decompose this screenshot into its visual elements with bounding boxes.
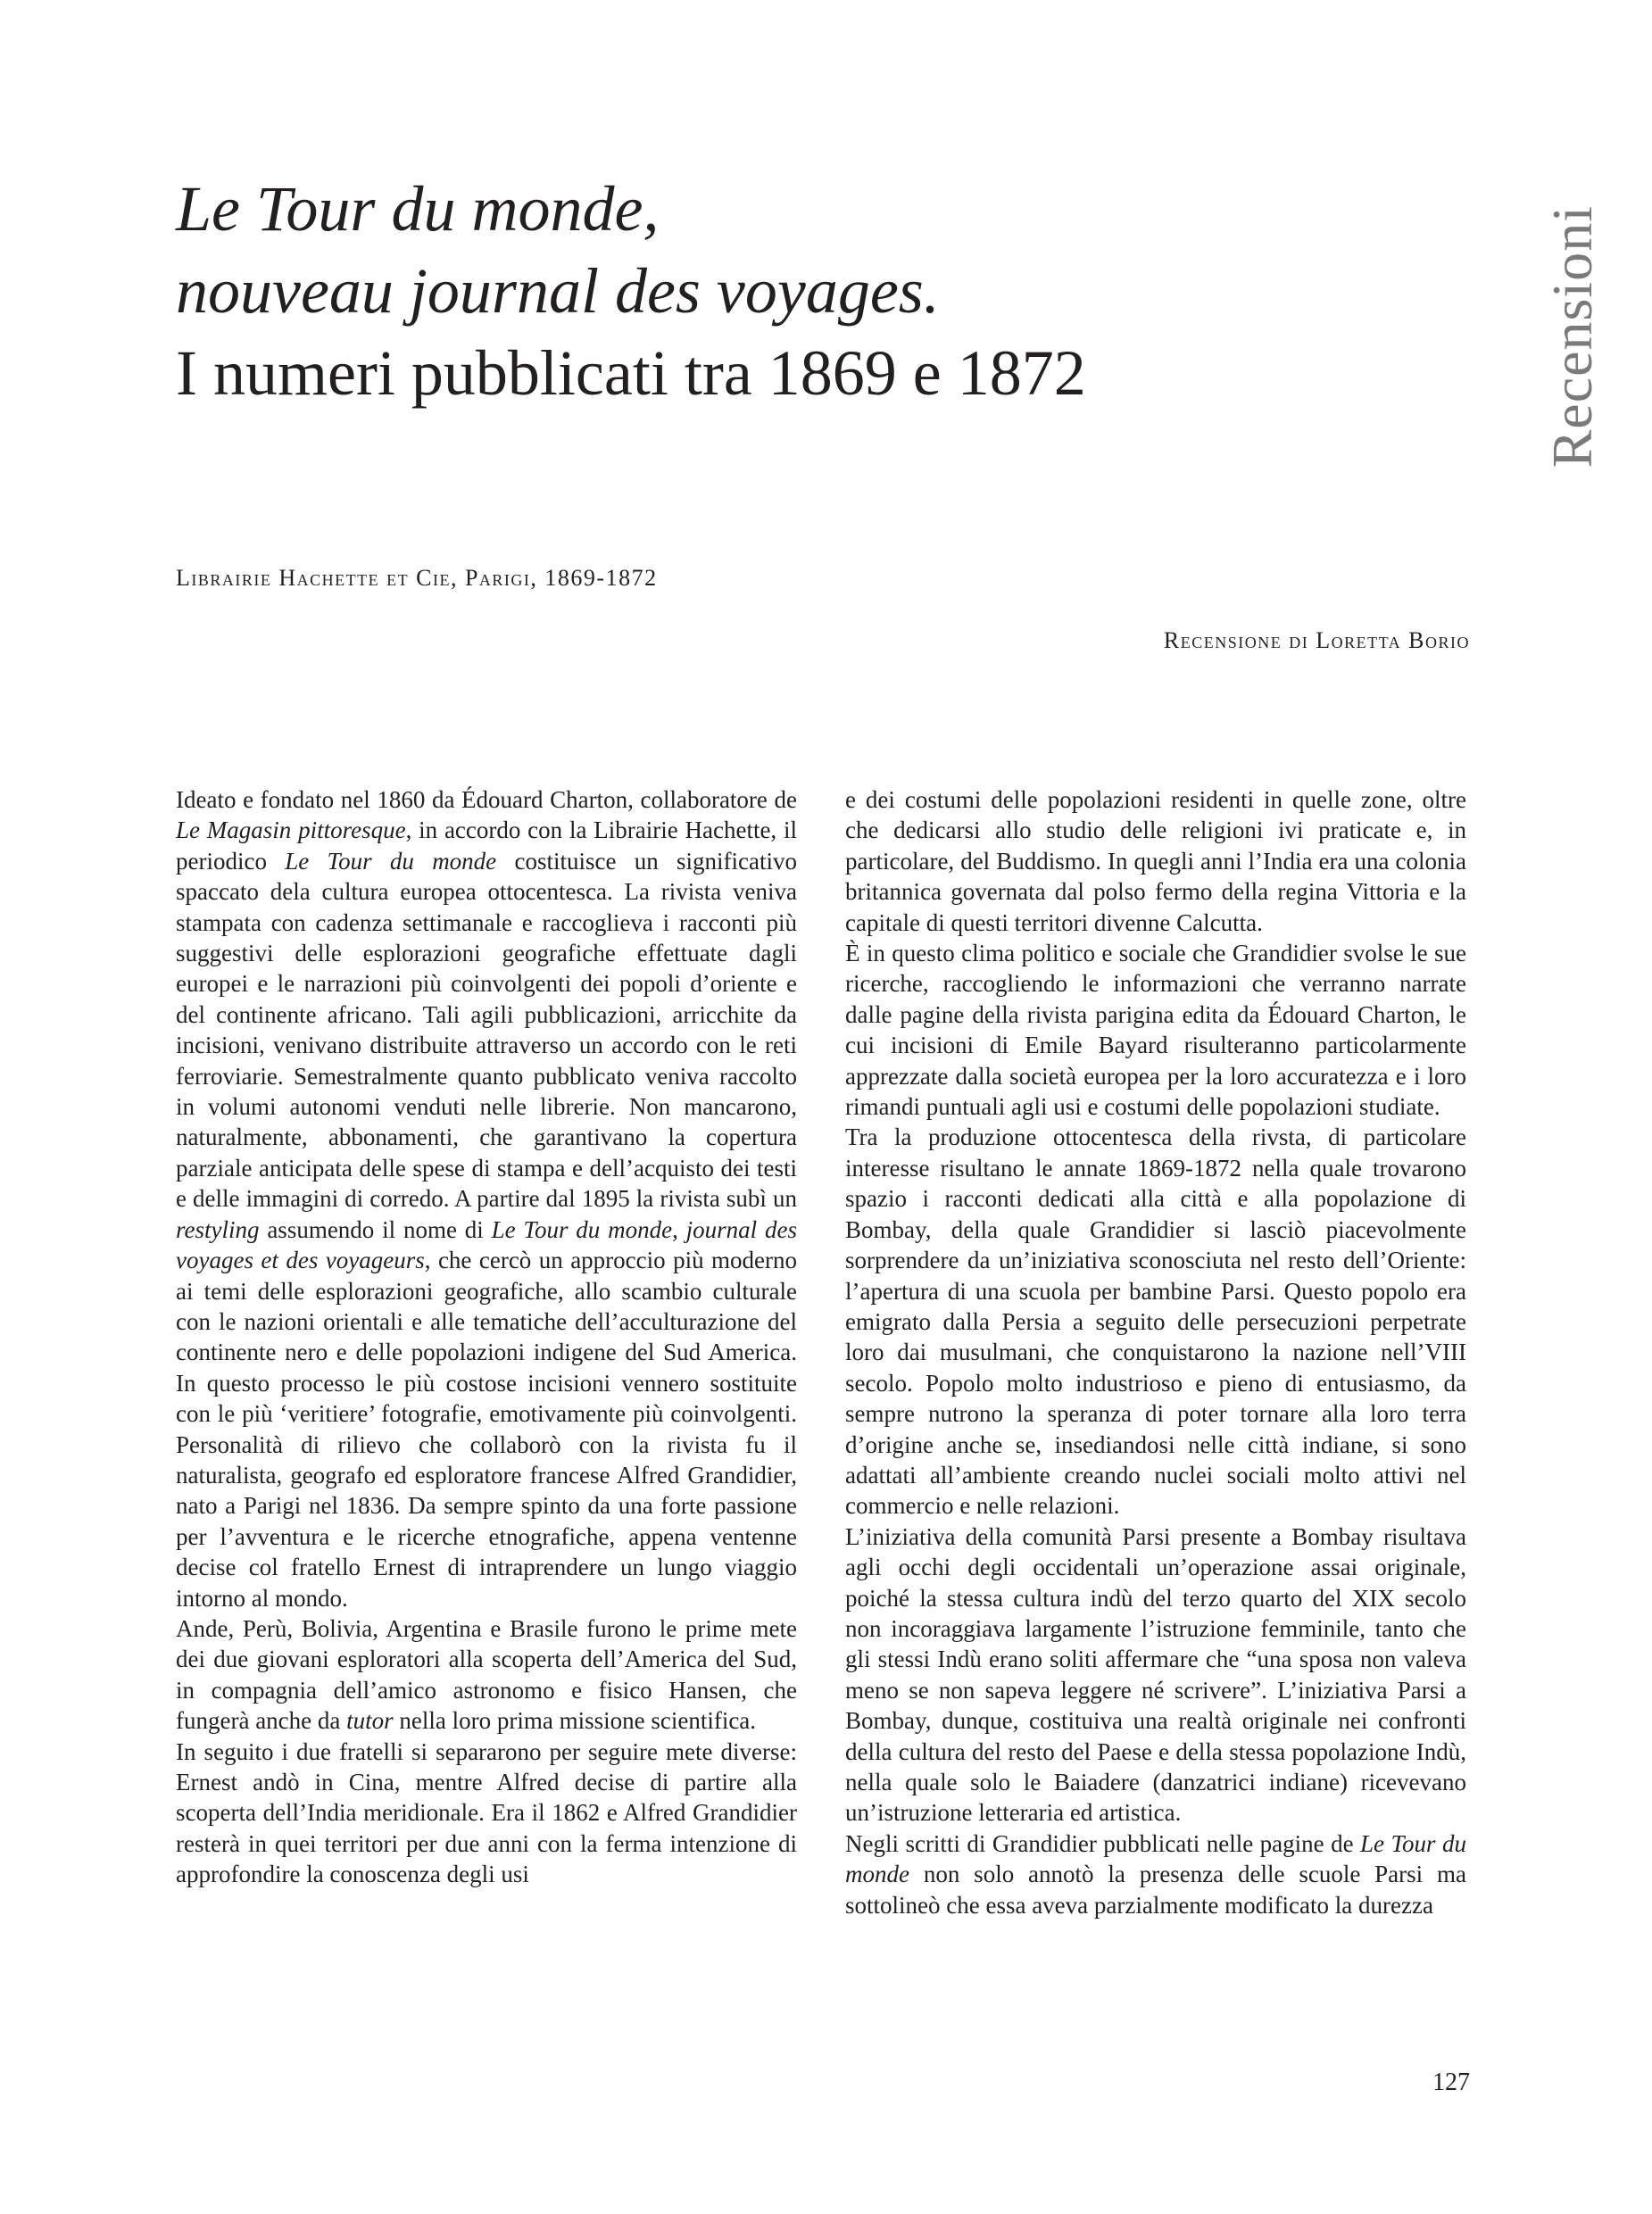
reviewer-line: Recensione di Loretta Borio <box>1163 627 1470 653</box>
paragraph <box>845 1828 1466 1920</box>
italic-text-run: restyling <box>176 1215 260 1243</box>
section-label: Recensioni <box>1540 205 1604 469</box>
article-title <box>176 168 1470 414</box>
right-text-column <box>845 784 1466 1920</box>
text-run: , che cercò un approccio più moderno ai temi delle esplorazioni geografiche, allo scambio culturale con le nazioni orientali e alle tematiche dell’acculturazione del continente nero e delle popolazioni indigene del Sud America. In questo processo le più costose incisioni vennero sostituite con le più ‘veritiere’ fotografie, emotivamente più coinvolgenti. Personalità di rilievo che collaborò con la rivista fu il naturalista, geografo ed esploratore francese Alfred Grandidier, nato a Parigi nel 1836. Da sempre spinto da una forte passione per l’avventura e le ricerche etnografiche, appena ventenne decise col fratello Ernest di intraprendere un lungo viaggio intorno al mondo. <box>176 1247 797 1612</box>
italic-text-run: Le Magasin pittoresque <box>176 817 406 844</box>
left-text-column <box>176 784 797 1890</box>
title-line-3: I numeri pubblicati tra 1869 e 1872 <box>176 337 1086 409</box>
page-number: 127 <box>1432 2069 1470 2096</box>
paragraph: In seguito i due fratelli si separarono per seguire mete diverse: Ernest andò in Cina, mentre Alfred decise di partire alla scoperta dell’India meridionale. Era il 1862 e Alfred Grandidier resterà in quei territori per due anni con la ferma intenzione di approfondire la conoscenza degli usi <box>176 1737 797 1888</box>
text-run: , in accordo con la Librairie Hachette, il periodico <box>176 817 797 875</box>
paragraph: e dei costumi delle popolazioni residenti in quelle zone, oltre che dedicarsi allo studio delle religioni ivi praticate e, in particolare, del Buddismo. In quegli anni l’India era una colonia britannica governata dal polso fermo della regina Vittoria e la capitale di questi territori divenne Calcutta. <box>845 786 1466 936</box>
italic-text-run: Le Tour du monde <box>285 847 497 875</box>
paragraph: Tra la produzione ottocentesca della rivsta, di particolare interesse risultano le annate 1869-1872 nella quale trovarono spazio i racconti dedicati alla città e alla popolazione di Bombay, della quale Grandidier si lasciò piacevolmente sorprendere da un’iniziativa sconosciuta nel resto dell’Oriente: l’apertura di una scuola per bambine Parsi. Questo popolo era emigrato dalla Persia a seguito delle persecuzioni perpetrate loro dai musulmani, che conquistarono la nazione nell’VIII secolo. Popolo molto industrioso e pieno di entusiasmo, da sempre nutrono la speranza di poter tornare alla loro terra d’origine anche se, insediandosi nelle città indiane, si sono adattati all’ambiente creando nuclei sociali molto attivi nel commercio e nelle relazioni. <box>845 1124 1466 1520</box>
paragraph: L’iniziativa della comunità Parsi presente a Bombay risultava agli occhi degli occidentali un’operazione assai originale, poiché la stessa cultura indù del terzo quarto del XIX secolo non incoraggiava largamente l’istruzione femminile, tanto che gli stessi Indù erano soliti affermare che “una sposa non valeva meno se non sapeva leggere né scrivere”. L’iniziativa Parsi a Bombay, dunque, costituiva una realtà originale nei confronti della cultura del resto del Paese e della stessa popolazione Indù, nella quale solo le Baiadere (danzatrici indiane) ricevevano un’istruzione letteraria ed artistica. <box>845 1522 1466 1827</box>
title-line-2: nouveau journal des voyages. <box>176 255 940 327</box>
paragraph: È in questo clima politico e sociale che Grandidier svolse le sue ricerche, raccogliendo le informazioni che verranno narrate dalle pagine della rivista parigina edita da Édouard Charton, le cui incisioni di Emile Bayard risulteranno particolarmente apprezzate dalla società europea per la loro accuratezza e i loro rimandi puntuali agli usi e costumi delle popolazioni studiate. <box>845 940 1466 1121</box>
publisher-line: Librairie Hachette et Cie, Parigi, 1869-1872 <box>176 565 658 591</box>
text-run: Ideato e fondato nel 1860 da Édouard Charton, collaboratore de <box>176 786 797 813</box>
text-run: assumendo il nome di <box>259 1215 492 1243</box>
text-run: non solo annotò la presenza delle scuole Parsi ma sottolineò che essa aveva parzialmente modificato la durezza <box>845 1861 1466 1919</box>
italic-text-run: tutor <box>346 1707 394 1735</box>
italic-text-run: Le Tour du monde <box>845 1829 1467 1888</box>
text-run: costituisce un significativo spaccato dela cultura europea ottocentesca. La rivista veniva stampata con cadenza settimanale e raccoglieva i racconti più suggestivi delle esplorazioni geografiche effettuate dagli europei e le narrazioni più coinvolgenti dei popoli d’oriente e del continente africano. Tali agili pubblicazioni, arricchite da incisioni, venivano distribuite attraverso un accordo con le reti ferroviarie. Semestralmente quanto pubblicato veniva raccolto in volumi autonomi venduti nelle librerie. Non mancarono, naturalmente, abbonamenti, che garantivano la copertura parziale anticipata delle spese di stampa e dell’acquisto dei testi e delle immagini di corredo. A partire dal 1895 la rivista subì un <box>176 847 797 1213</box>
text-run: Negli scritti di Grandidier pubblicati nelle pagine de <box>845 1829 1361 1857</box>
paragraph <box>176 1613 797 1737</box>
text-run: Ande, Perù, Bolivia, Argentina e Brasile furono le prime mete dei due giovani esploratori alla scoperta dell’America del Sud, in compagnia dell’amico astronomo e fisico Hansen, che fungerà anche da <box>176 1614 797 1735</box>
italic-text-run: Le Tour du monde, journal des voyages et des voyageurs <box>176 1215 797 1274</box>
paragraph <box>176 784 797 1613</box>
title-line-1: Le Tour du monde, <box>176 173 660 245</box>
text-run: nella loro prima missione scientifica. <box>393 1707 757 1735</box>
